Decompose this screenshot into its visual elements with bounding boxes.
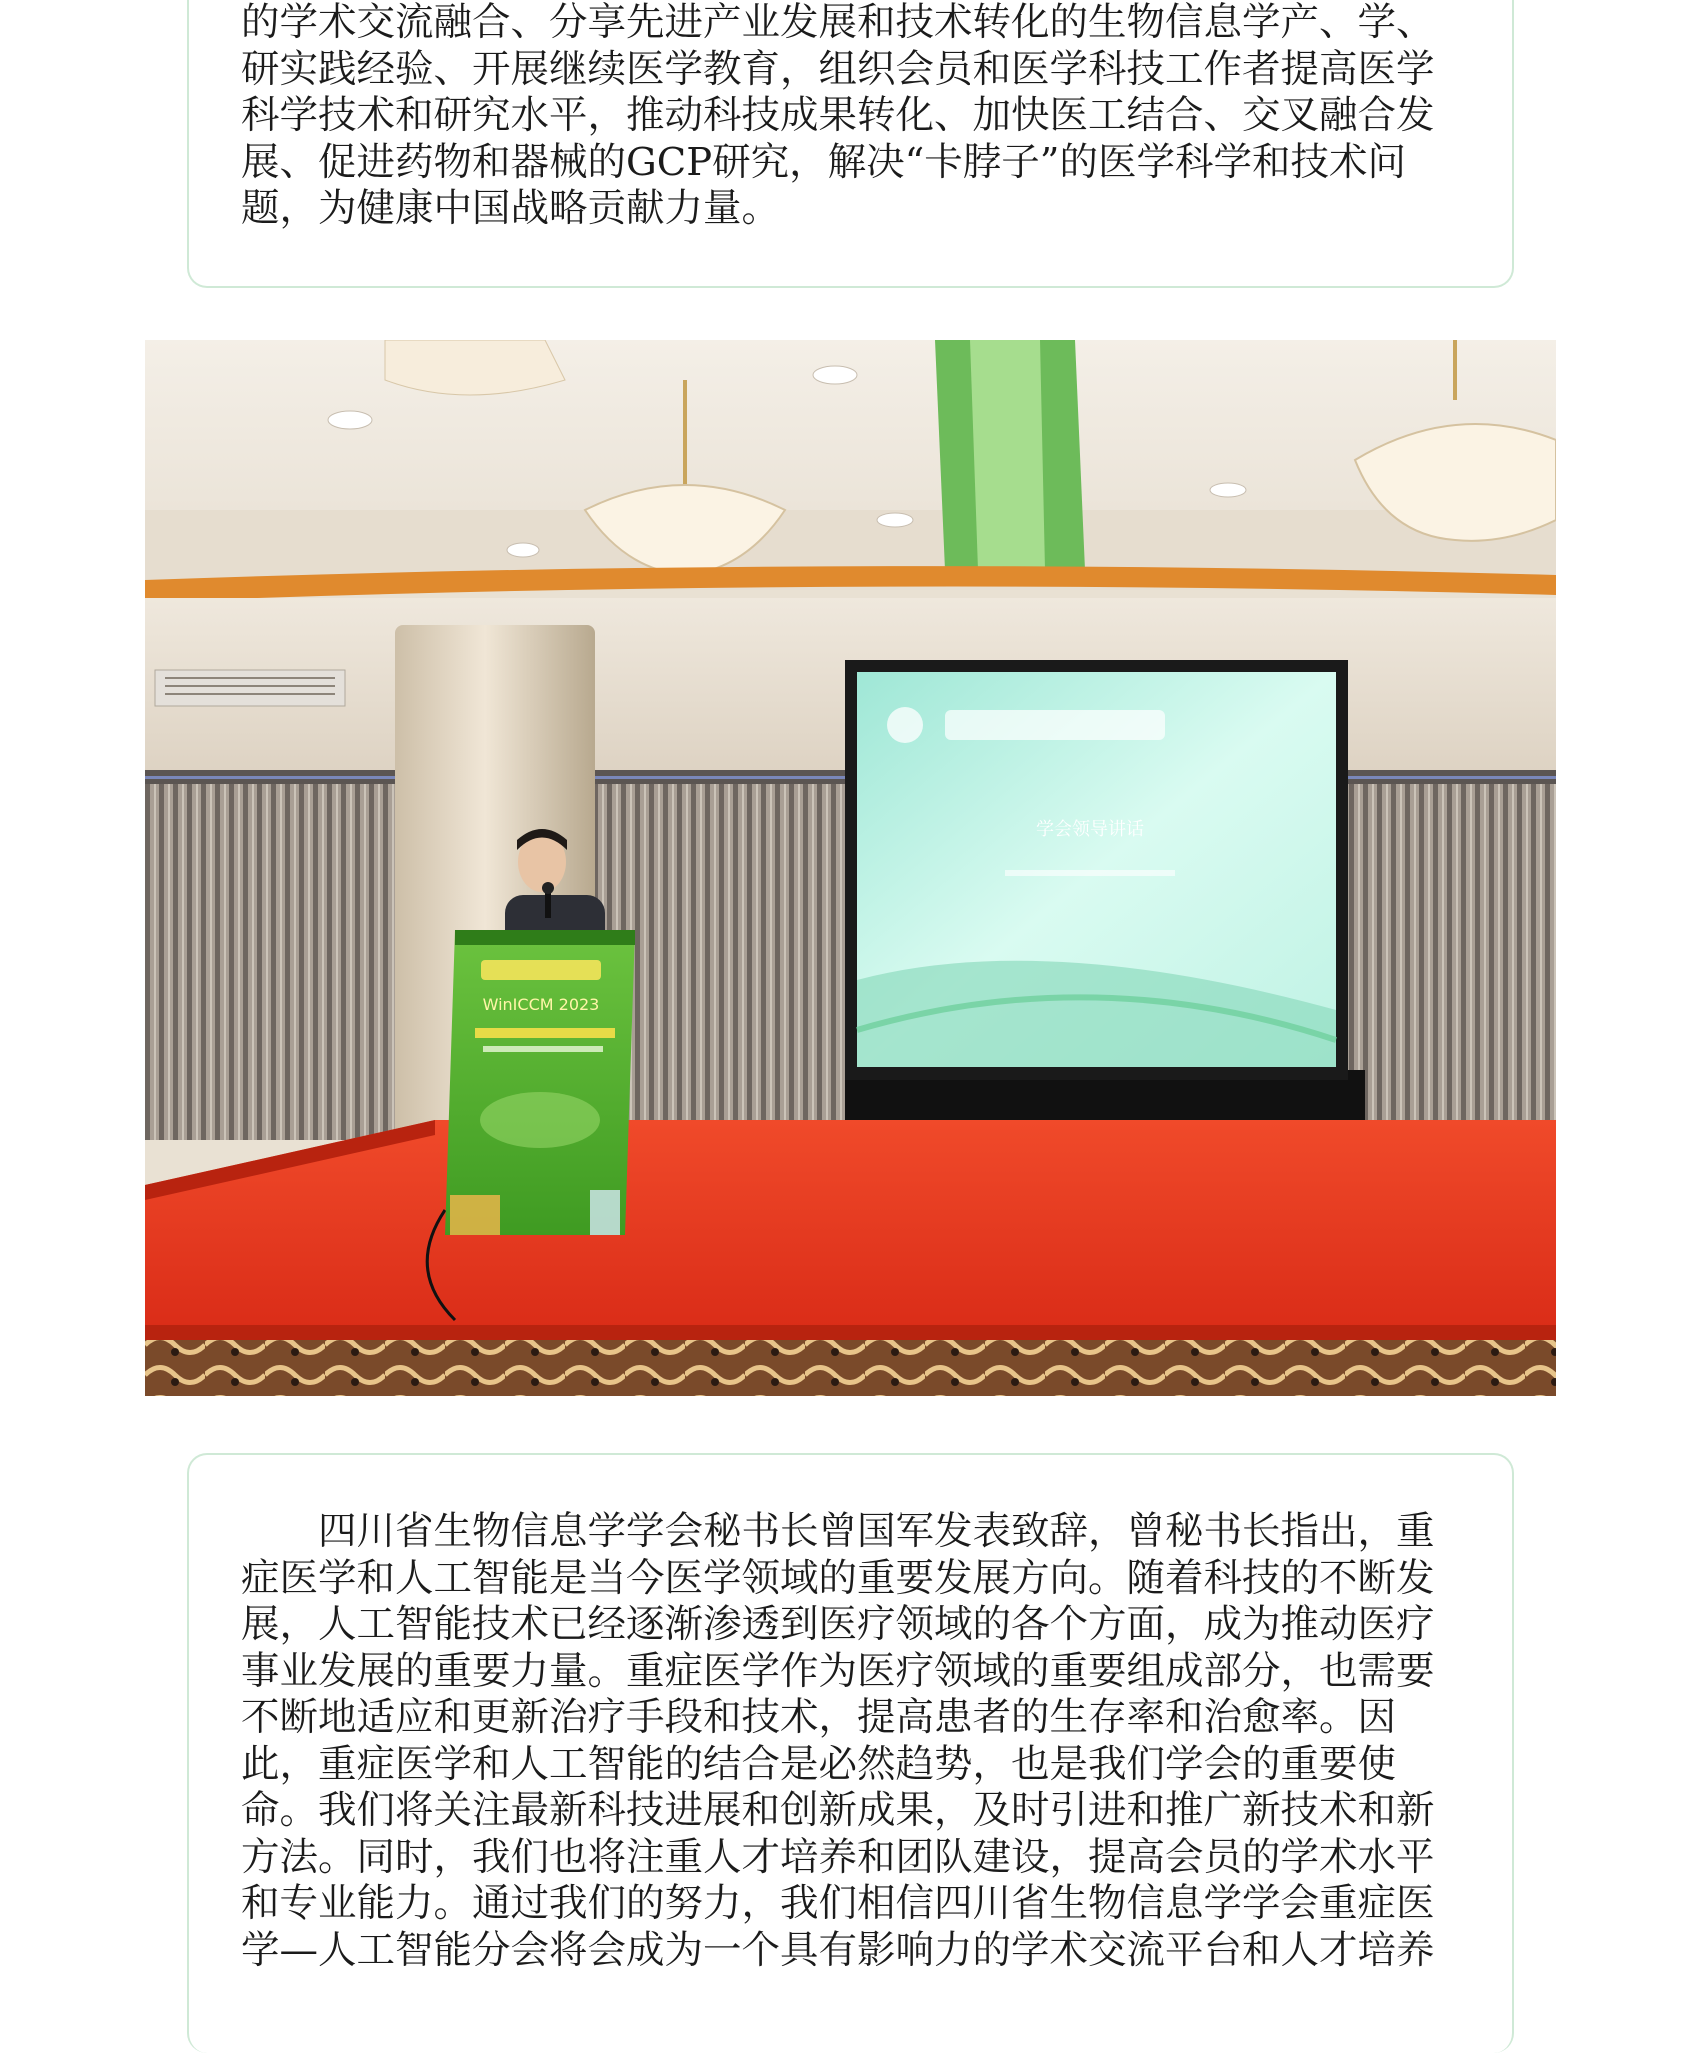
text-card-bottom [187,1453,1514,2053]
paragraph-bottom: 四川省生物信息学学会秘书长曾国军发表致辞，曾秘书长指出，重症医学和人工智能是当今医学领域的重要发展方向。随着科技的不断发展，人工智能技术已经逐渐渗透到医疗领域的各个方面，成为推动医疗事业发展的重要力量。重症医学作为医疗领域的重要组成部分，也需要不断地适应和更新治疗手段和技术，提高患者的生存率和治愈率。因此，重症医学和人工智能的结合是必然趋势，也是我们学会的重要使命。我们将关注最新科技进展和创新成果，及时引进和推广新技术和新方法。同时，我们也将注重人才培养和团队建设，提高会员的学术水平和专业能力。通过我们的努力，我们相信四川省生物信息学学会重症医学—人工智能分会将会成为一个具有影响力的学术交流平台和人才培养 [241,1509,1435,1973]
event-photo-illustration [145,340,1556,1396]
stage [145,1120,1556,1340]
text-card-top [187,0,1514,288]
podium-banner-text: WinICCM 2023 [482,995,600,1014]
carpet [145,1340,1556,1396]
screen-slide-title: 学会领导讲话 [1036,819,1144,840]
event-photo [145,340,1556,1396]
paragraph-top: 的学术交流融合、分享先进产业发展和技术转化的生物信息学产、学、研实践经验、开展继续医学教育，组织会员和医学科技工作者提高医学科学技术和研究水平，推动科技成果转化、加快医工结合、交叉融合发展、促进药物和器械的GCP研究，解决“卡脖子”的医学科学和技术问题，为健康中国战略贡献力量。 [241,0,1435,231]
